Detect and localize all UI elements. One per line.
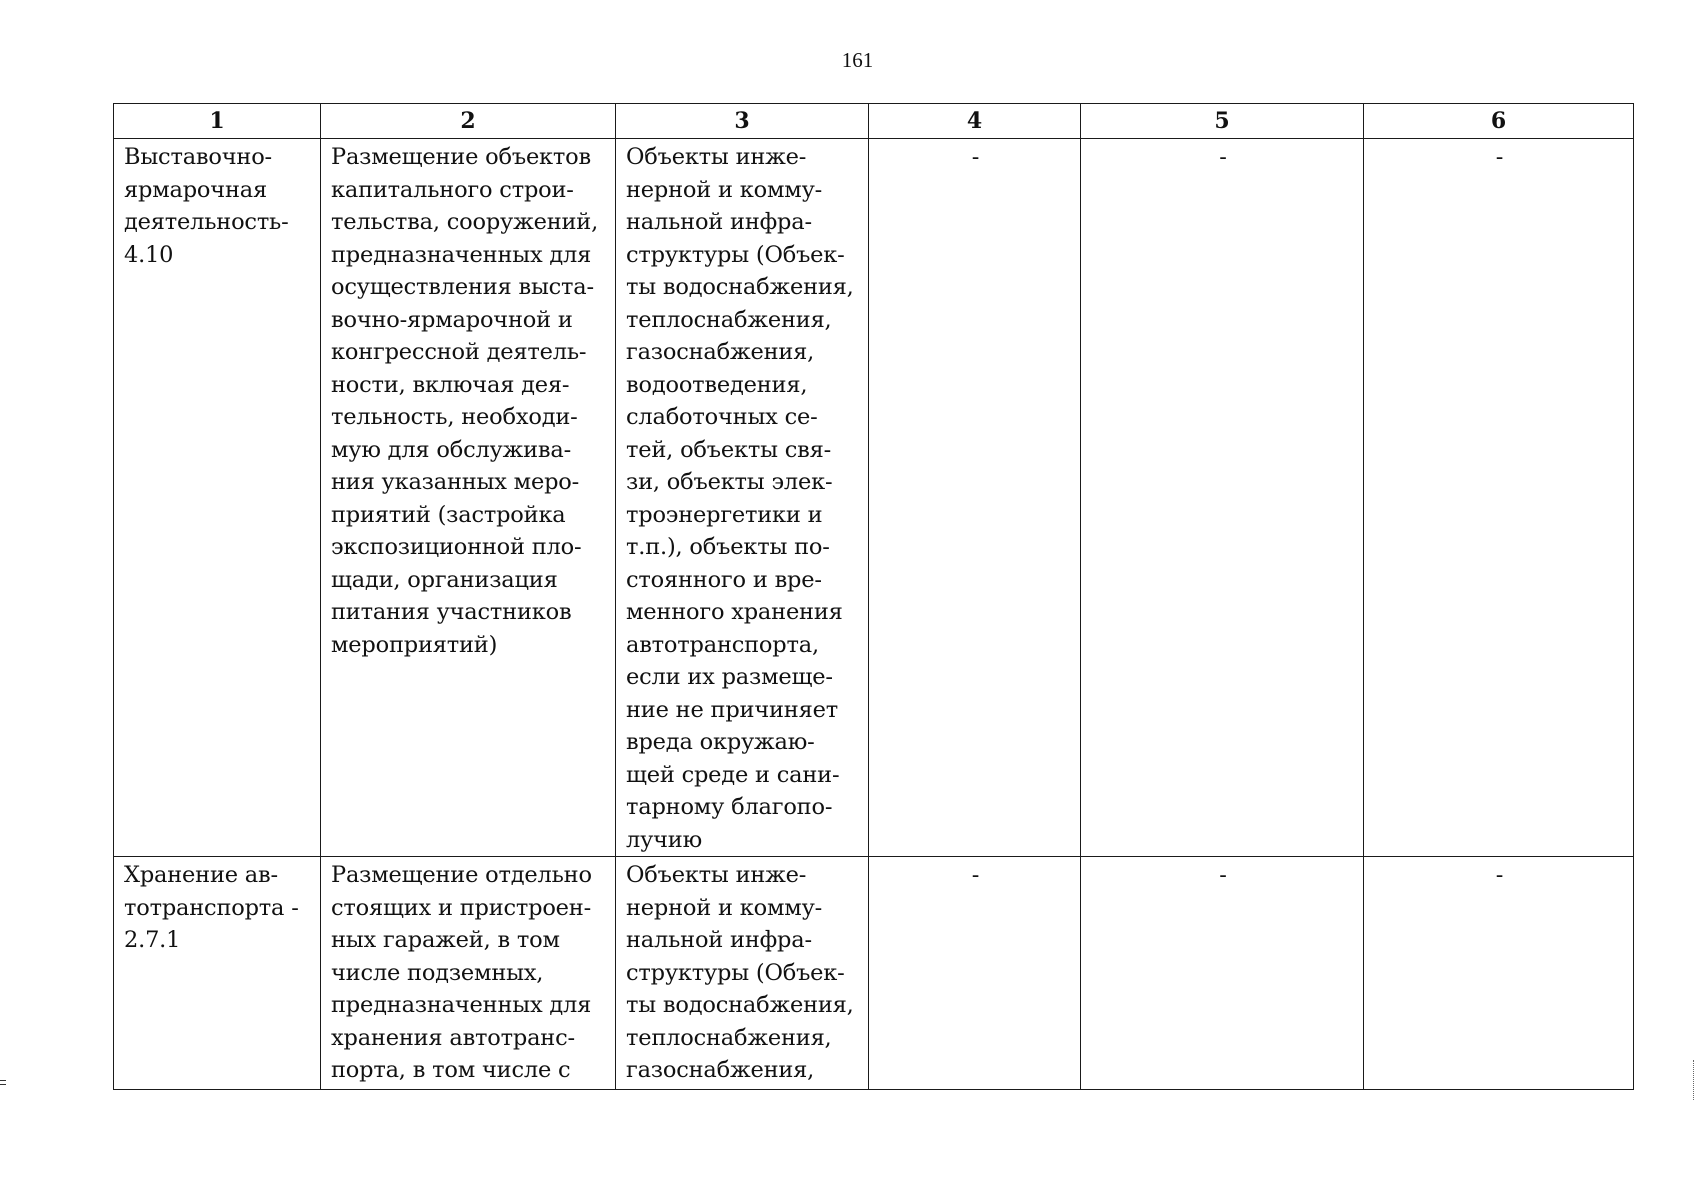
table-cell (114, 857, 321, 1090)
table-cell (869, 139, 1081, 857)
use-type-name: Выставочно- ярмарочная деятельность- 4.10 (124, 144, 289, 268)
table-cell (114, 139, 321, 857)
table-cell (1364, 139, 1634, 857)
cell-value-col5: - (1219, 862, 1227, 888)
table-cell (1364, 857, 1634, 1090)
cell-value-col6: - (1495, 862, 1504, 888)
use-type-name: Хранение ав- тотранспорта - 2.7.1 (124, 862, 299, 953)
cell-value-col4: - (971, 144, 980, 170)
use-description: Размещение объектов капитального строи- тельства, сооружений, предназначенных для осуществления выста- вочно-ярмарочной и конгрессной деятель- ности, включая дея- тельность, необходи- мую для обслужива- ния указанных меро- приятий (застройка экспозиционной пло- щади, организация питания участников мероприятий) (331, 144, 599, 658)
regulations-table (113, 103, 1634, 1090)
table-cell (321, 857, 616, 1090)
column-header-1: 1 (114, 104, 321, 139)
column-header-6: 6 (1364, 104, 1634, 139)
column-header-5: 5 (1081, 104, 1364, 139)
cell-value-col5: - (1219, 144, 1227, 170)
cell-value-col6: - (1495, 144, 1504, 170)
scan-edge-mark (1693, 1060, 1697, 1100)
table-cell (1081, 139, 1364, 857)
table-cell (616, 139, 869, 857)
auxiliary-uses: Объекты инже- нерной и комму- нальной инфра- структуры (Объек- ты водоснабжения, теплоснабжения, газоснабжения, водоотведения, слаботочных се- тей, объекты свя- зи, объекты элек- троэнергетики и т.п.), объекты по- стоянного и вре- менного хранения автотранспорта, если их размеще- ние не причиняет вреда окружаю- щей среде и сани- тарному благопо- лучию (626, 144, 854, 853)
table-row (114, 857, 1634, 1090)
column-header-3: 3 (616, 104, 869, 139)
scan-edge-mark (0, 1080, 6, 1085)
column-header-2: 2 (321, 104, 616, 139)
page-number: 161 (841, 48, 874, 72)
table-cell (1081, 857, 1364, 1090)
table-cell (869, 857, 1081, 1090)
table-cell (616, 857, 869, 1090)
auxiliary-uses: Объекты инже- нерной и комму- нальной инфра- структуры (Объек- ты водоснабжения, теплоснабжения, газоснабжения, (626, 862, 854, 1083)
use-description: Размещение отдельно стоящих и пристроен- ных гаражей, в том числе подземных, предназначенных для хранения автотранс- порта, в том числе с (331, 862, 592, 1083)
table-header-row (114, 104, 1634, 139)
table-row (114, 139, 1634, 857)
cell-value-col4: - (971, 862, 980, 888)
table-cell (321, 139, 616, 857)
column-header-4: 4 (869, 104, 1081, 139)
